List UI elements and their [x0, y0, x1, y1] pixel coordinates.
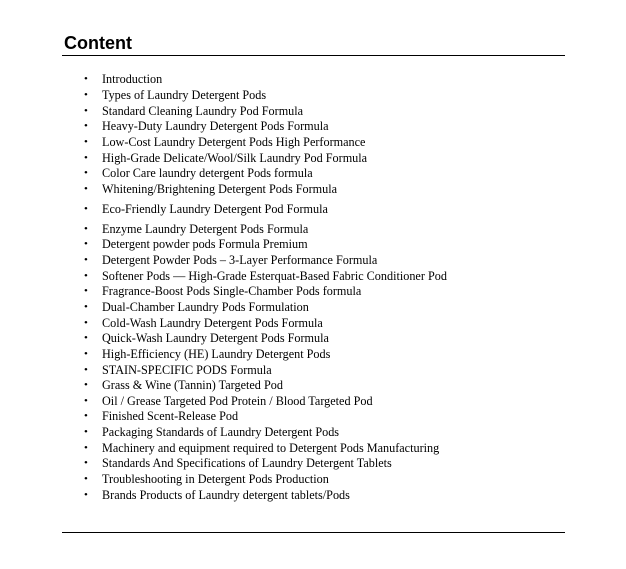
- toc-item-label: Dual-Chamber Laundry Pods Formulation: [102, 300, 309, 314]
- toc-item-label: Whitening/Brightening Detergent Pods Formula: [102, 182, 338, 196]
- toc-item-label: Machinery and equipment required to Detergent Pods Manufacturing: [102, 441, 440, 455]
- toc-item-label: High-Grade Delicate/Wool/Silk Laundry Pod Formula: [102, 151, 368, 165]
- toc-item-label: Enzyme Laundry Detergent Pods Formula: [102, 222, 309, 236]
- bullet-icon: •: [84, 73, 88, 85]
- bullet-icon: •: [84, 223, 88, 235]
- bullet-icon: •: [84, 489, 88, 501]
- toc-item-label: Fragrance-Boost Pods Single-Chamber Pods formula: [102, 284, 362, 298]
- bullet-icon: •: [84, 285, 88, 297]
- toc-item-label: Softener Pods — High-Grade Esterquat-Based Fabric Conditioner Pod: [102, 269, 447, 283]
- bullet-icon: •: [84, 457, 88, 469]
- toc-item-label: Finished Scent-Release Pod: [102, 409, 239, 423]
- toc-item-label: Types of Laundry Detergent Pods: [102, 88, 267, 102]
- bullet-icon: •: [84, 473, 88, 485]
- toc-item-label: Detergent Powder Pods – 3-Layer Performance Formula: [102, 253, 378, 267]
- bullet-icon: •: [84, 332, 88, 344]
- toc-item-label: Grass & Wine (Tannin) Targeted Pod: [102, 378, 283, 392]
- toc-item-label: Brands Products of Laundry detergent tablets/Pods: [102, 488, 350, 502]
- toc-item-label: Heavy-Duty Laundry Detergent Pods Formula: [102, 119, 329, 133]
- bullet-icon: •: [84, 379, 88, 391]
- bullet-icon: •: [84, 238, 88, 250]
- toc-item-label: Low-Cost Laundry Detergent Pods High Performance: [102, 135, 366, 149]
- bullet-icon: •: [84, 136, 88, 148]
- bullet-icon: •: [84, 89, 88, 101]
- toc-item-label: Color Care laundry detergent Pods formula: [102, 166, 313, 180]
- bottom-divider: [62, 532, 565, 533]
- bullet-icon: •: [84, 254, 88, 266]
- toc-item-label: Eco-Friendly Laundry Detergent Pod Formula: [102, 202, 328, 216]
- toc-item-label: Detergent powder pods Formula Premium: [102, 237, 308, 251]
- toc-item-label: Quick-Wash Laundry Detergent Pods Formula: [102, 331, 329, 345]
- toc-item-label: Standards And Specifications of Laundry Detergent Tablets: [102, 456, 392, 470]
- bullet-icon: •: [84, 442, 88, 454]
- heading-underline: [62, 55, 565, 56]
- toc-item-label: High-Efficiency (HE) Laundry Detergent Pods: [102, 347, 331, 361]
- bullet-icon: •: [84, 426, 88, 438]
- bullet-icon: •: [84, 270, 88, 282]
- bullet-icon: •: [84, 167, 88, 179]
- toc-item-label: Packaging Standards of Laundry Detergent Pods: [102, 425, 340, 439]
- bullet-icon: •: [84, 203, 88, 215]
- toc-item-label: Standard Cleaning Laundry Pod Formula: [102, 104, 304, 118]
- bullet-icon: •: [84, 105, 88, 117]
- bullet-icon: •: [84, 317, 88, 329]
- toc-item-label: Introduction: [102, 72, 163, 86]
- toc-item-label: Cold-Wash Laundry Detergent Pods Formula: [102, 316, 323, 330]
- bullet-icon: •: [84, 152, 88, 164]
- toc-item-label: Troubleshooting in Detergent Pods Production: [102, 472, 329, 486]
- bullet-icon: •: [84, 301, 88, 313]
- toc-item-label: STAIN-SPECIFIC PODS Formula: [102, 363, 272, 377]
- toc-item-label: Oil / Grease Targeted Pod Protein / Blood Targeted Pod: [102, 394, 373, 408]
- bullet-icon: •: [84, 395, 88, 407]
- bullet-icon: •: [84, 120, 88, 132]
- bullet-icon: •: [84, 410, 88, 422]
- bullet-icon: •: [84, 364, 88, 376]
- bullet-icon: •: [84, 348, 88, 360]
- bullet-icon: •: [84, 183, 88, 195]
- page-title: Content: [64, 33, 132, 53]
